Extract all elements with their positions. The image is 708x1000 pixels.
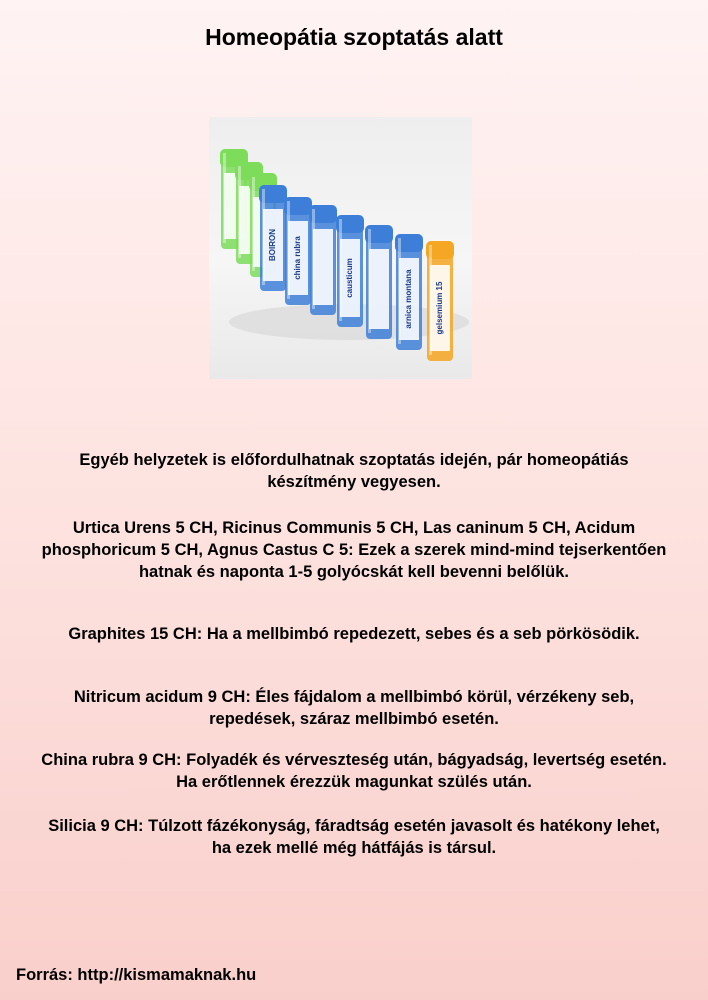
remedy-paragraph-lactation: Urtica Urens 5 CH, Ricinus Communis 5 CH, Las caninum 5 CH, Acidum phosphoricum 5 CH, Agnus Castus C 5: Ezek a szerek mind-mind tejserkentően hatnak és naponta 1-5 golyócskát kell bevenni belőlük. bbox=[41, 519, 667, 581]
remedy-paragraph-graphites: Graphites 15 CH: Ha a mellbimbó repedezett, sebes és a seb pörkösödik. bbox=[68, 625, 640, 643]
intro-paragraph: Egyéb helyzetek is előfordulhatnak szoptatás idején, pár homeopátiás készítmény vegyesen. bbox=[79, 451, 629, 491]
source-footer: Forrás: http://kismamaknak.hu bbox=[16, 966, 257, 984]
remedy-tube bbox=[309, 205, 337, 315]
tube-label: arnica montana bbox=[404, 269, 414, 329]
tube-label: china rubra bbox=[293, 236, 303, 280]
remedy-tube bbox=[426, 241, 454, 361]
remedy-paragraph-nitricum: Nitricum acidum 9 CH: Éles fájdalom a mellbimbó körül, vérzékeny seb, repedések, száraz mellbimbó esetén. bbox=[73, 688, 635, 728]
remedy-tube bbox=[259, 185, 287, 291]
tube-label: BOIRON bbox=[268, 229, 278, 261]
remedy-tube bbox=[395, 234, 423, 350]
remedy-tube bbox=[336, 215, 364, 327]
remedy-tube bbox=[365, 225, 393, 339]
remedy-tube bbox=[284, 197, 312, 305]
tube-label: gelsemium 15 bbox=[435, 281, 445, 335]
page-title: Homeopátia szoptatás alatt bbox=[205, 24, 503, 50]
remedy-tubes-illustration bbox=[209, 117, 472, 379]
remedy-paragraph-china-rubra: China rubra 9 CH: Folyadék és vérveszteség után, bágyadság, levertség esetén. Ha erőtlennek érezzük magunkat szülés után. bbox=[41, 751, 667, 791]
remedy-paragraph-silicia: Silicia 9 CH: Túlzott fázékonyság, fáradtság esetén javasolt és hatékony lehet, ha ezek mellé még hátfájás is társul. bbox=[48, 817, 660, 857]
remedy-tubes-photo bbox=[209, 117, 472, 379]
tube-label: causticum bbox=[345, 258, 355, 298]
